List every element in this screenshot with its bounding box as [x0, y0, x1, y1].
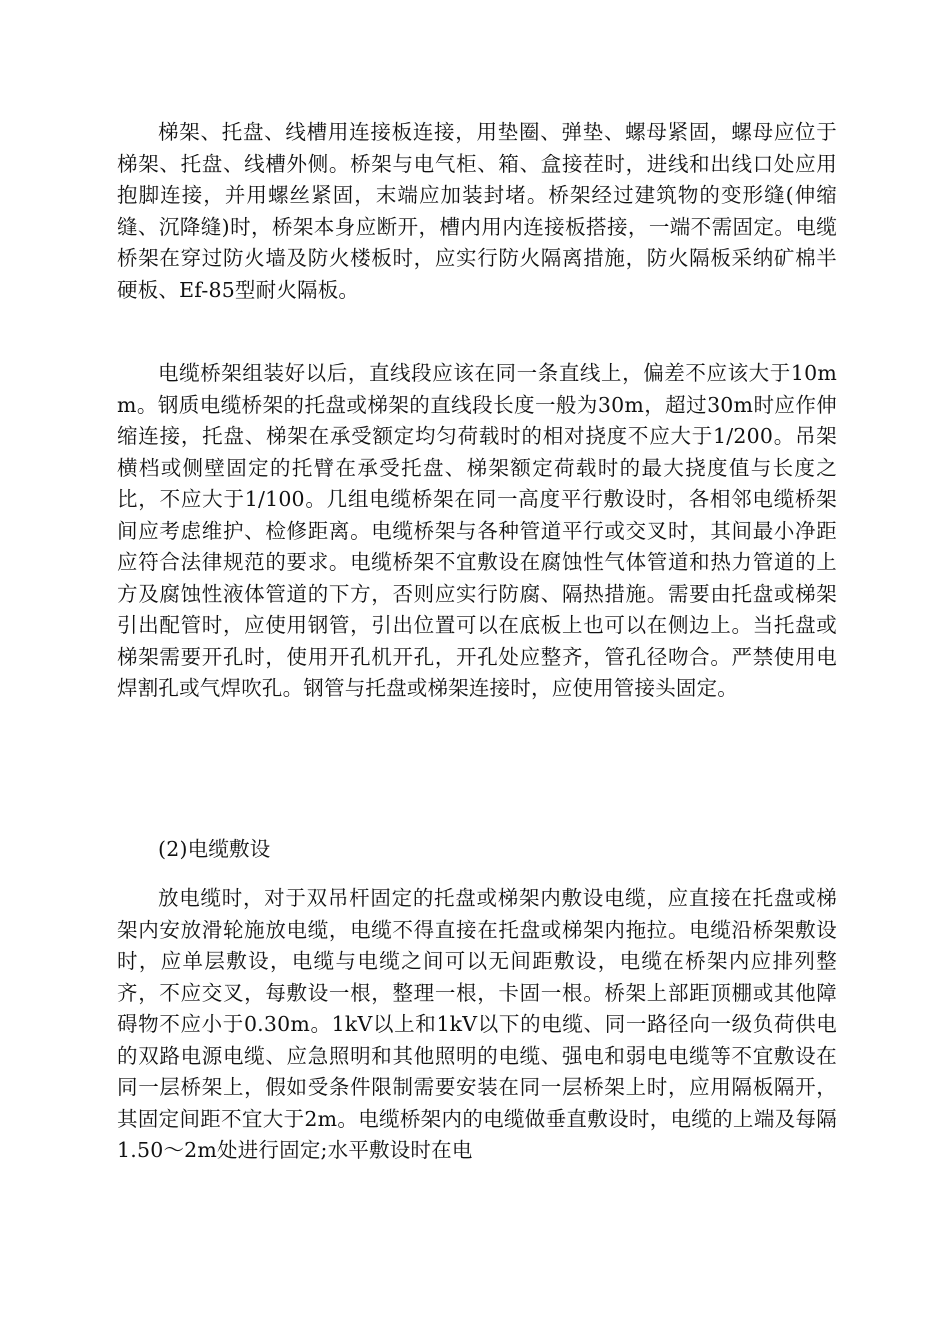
section-heading-cable-laying: (2)电缆敷设 [158, 837, 271, 861]
paragraph-cable-tray-assembly: 电缆桥架组装好以后，直线段应该在同一条直线上，偏差不应该大于10mm。钢质电缆桥架的托盘或梯架的直线段长度一般为30m，超过30m时应作伸缩连接，托盘、梯架在承受额定均匀荷载时的相对挠度不应大于1/200。吊架横档或侧壁固定的托臂在承受托盘、梯架额定荷载时的最大挠度值与长度之比，不应大于1/100。几组电缆桥架在同一高度平行敷设时，各相邻电缆桥架间应考虑维护、检修距离。电缆桥架与各种管道平行或交叉时，其间最小净距应符合法律规范的要求。电缆桥架不宜敷设在腐蚀性气体管道和热力管道的上方及腐蚀性液体管道的下方，否则应实行防腐、隔热措施。需要由托盘或梯架引出配管时，应使用钢管，引出位置可以在底板上也可以在侧边上。当托盘或梯架需要开孔时，使用开孔机开孔，开孔处应整齐，管孔径吻合。严禁使用电焊割孔或气焊吹孔。钢管与托盘或梯架连接时，应使用管接头固定。 [117, 361, 837, 700]
paragraph-cable-tray-connection: 梯架、托盘、线槽用连接板连接，用垫圈、弹垫、螺母紧固，螺母应位于梯架、托盘、线槽外侧。桥架与电气柜、箱、盒接茬时，进线和出线口处应用抱脚连接，并用螺丝紧固，末端应加装封堵。桥架经过建筑物的变形缝(伸缩缝、沉降缝)时，桥架本身应断开，槽内用内连接板搭接，一端不需固定。电缆桥架在穿过防火墙及防火楼板时，应实行防火隔离措施，防火隔板采纳矿棉半硬板、Ef-85型耐火隔板。 [117, 120, 837, 302]
paragraph-cable-laying: 放电缆时，对于双吊杆固定的托盘或梯架内敷设电缆，应直接在托盘或梯架内安放滑轮施放电缆，电缆不得直接在托盘或梯架内拖拉。电缆沿桥架敷设时，应单层敷设，电缆与电缆之间可以无间距敷设，电缆在桥架内应排列整齐，不应交叉，每敷设一根，整理一根，卡固一根。桥架上部距顶棚或其他障碍物不应小于0.30m。1kV以上和1kV以下的电缆、同一路径向一级负荷供电的双路电源电缆、应急照明和其他照明的电缆、强电和弱电电缆等不宜敷设在同一层桥架上，假如受条件限制需要安装在同一层桥架上时，应用隔板隔开，其固定间距不宜大于2m。电缆桥架内的电缆做垂直敷设时，电缆的上端及每隔1.50～2m处进行固定;水平敷设时在电 [117, 886, 837, 1162]
